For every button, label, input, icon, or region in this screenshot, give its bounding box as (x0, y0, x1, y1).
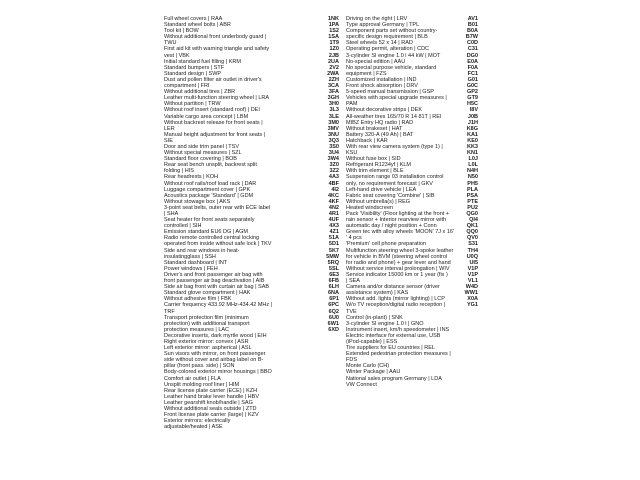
option-description: National sales program Germany | LDA (345, 375, 442, 382)
option-description: Tool kit | BOW (164, 28, 199, 35)
option-description: Refrigerant R1234yf | KLM (345, 162, 411, 169)
option-code: G0C (466, 83, 478, 90)
option-description: Body-colored exterior mirror housings | BBO (164, 369, 272, 376)
option-code: 5SL (328, 265, 339, 272)
option-code: 4R1 (328, 211, 339, 217)
option-description: Rear seat bench unsplit, backrest split (164, 162, 257, 169)
option-description: Seat heater for front seats separately (164, 217, 255, 224)
option-code: I8V (469, 107, 478, 114)
option-code: 6NA (327, 290, 339, 297)
option-description: Without service interval prolongation | WIV (345, 265, 450, 272)
option-description: Without special measures | SZL (164, 150, 242, 157)
option-code: 3MV (327, 125, 339, 132)
option-code: F0A (467, 64, 478, 71)
option-code: 3LE (328, 113, 339, 120)
option-description: assistance system) | KAS (345, 290, 409, 297)
option-code: 3Q3 (328, 137, 339, 144)
option-code: J0B (467, 113, 478, 120)
option-description: Rear license plate carrier (ECE) | KZH (164, 387, 258, 394)
option-code: B7W (465, 34, 478, 41)
option-description: compartment | FRI (164, 83, 210, 90)
option-description: Leather hand brake lever handle | HBV (164, 393, 259, 400)
left-codes (314, 16, 339, 430)
option-code: 3S0 (329, 143, 339, 150)
option-description: Without add. lights (mirror lighting) | LCP (345, 296, 445, 303)
option-description: Driver's and front passenger air bag with (164, 271, 263, 278)
option-description: 'Premium' cell phone preparation (345, 241, 427, 248)
option-description: Comfort air outlet | FLA (164, 375, 221, 382)
option-code: 3CA (327, 83, 339, 90)
option-description: Sun visors with mirror, on front passenger (164, 351, 266, 358)
option-description: Without partition | TRW (164, 101, 221, 108)
option-description: automatic day / night position + Conn (345, 223, 437, 230)
option-description: Component parts set without country- (345, 28, 438, 35)
option-description: Steel wheels 52 x 14 | RAD (345, 40, 413, 47)
option-description: protection) with additional transport (164, 320, 250, 327)
option-code: 3FA (328, 89, 339, 96)
option-description: Acoustics package 'Standard' | GDM (164, 192, 254, 199)
option-description: Heated windscreen (345, 204, 394, 211)
option-code: 4A3 (328, 174, 339, 181)
option-description: Door and side trim panel | TSV (164, 143, 240, 150)
option-description: Vehicles with special upgrade measures | (345, 95, 447, 102)
option-description: KSU (345, 150, 358, 157)
option-description: Side and rear windows in heat- (164, 247, 240, 254)
option-code: 2JB (328, 52, 339, 59)
option-code: N50 (467, 174, 478, 181)
option-code: KA1 (466, 131, 478, 138)
option-description: 3-cylinder SI engine 1.0 l 44 kW | MOT (345, 52, 441, 59)
option-code: 1PA (328, 22, 339, 29)
option-description: VW Connect (345, 381, 377, 388)
option-description: Initial standard fuel filling | KRM (164, 58, 241, 65)
option-code: 4X3 (329, 223, 339, 230)
option-code: 2WA (327, 70, 339, 77)
option-code: C31 (467, 46, 478, 53)
option-description: Electric interface for external use, USB (345, 332, 441, 339)
option-description: only, no requirement forecast | GKV (345, 180, 433, 187)
option-code: V1P (467, 265, 478, 272)
option-code: 2ZH (328, 76, 339, 83)
option-code: 4BF (328, 180, 339, 187)
option-description: side without cover and airbag label on B- (164, 357, 264, 364)
option-description: Without roof insert (standard roof) | DEI (164, 107, 260, 114)
option-code: 6P1 (329, 296, 339, 303)
option-code: 1T9 (329, 40, 339, 47)
option-code: 6U0 (328, 314, 339, 321)
option-description: specific design requirement | BLB (345, 34, 428, 41)
option-code: 2UA (327, 58, 339, 65)
option-description: Operating permit, alteration | CDC (345, 46, 430, 53)
option-description: Unsplit molding roof liner | HIM (164, 381, 240, 388)
left-descriptions (164, 16, 311, 430)
option-description: adjustable/heated | ASE (164, 424, 223, 431)
option-description: 3-point seat belts, outer rear with ECE label (164, 204, 271, 211)
option-description: rain sensor + Interior rearview mirror with (345, 217, 447, 224)
option-description: Power windows | FEH (164, 265, 218, 272)
option-description: PAM (345, 101, 358, 108)
option-description: 5-speed manual transmission | GSP (345, 89, 434, 96)
option-description: First aid kit with warning triangle and safety (164, 46, 270, 53)
option-description: Tire suppliers for EU countries | REL (345, 345, 435, 352)
option-description: With trim element | BLE (345, 168, 404, 175)
option-code: L0L (468, 162, 478, 169)
option-code: W4D (465, 284, 478, 291)
option-code: 4I2 (331, 186, 339, 193)
option-code: QV0 (466, 235, 478, 242)
option-description: Standard design | SWP (164, 70, 222, 77)
option-code: 3M0 (328, 119, 339, 126)
option-description: Manual height adjustment for front seats | (164, 131, 266, 138)
option-description: Without fuse box | SID (345, 156, 401, 163)
option-code: 6W1 (327, 320, 339, 327)
option-code: V1P (467, 271, 478, 278)
option-description: Customized installation | IND (345, 76, 417, 83)
option-description: operated from inside without safe lock | TKV (164, 241, 272, 248)
option-code: 5MW (326, 253, 339, 260)
option-description: Full wheel covers | RAA (164, 16, 223, 22)
option-code: 2V2 (329, 64, 339, 71)
option-description: Camera and/or distance sensor (driver (345, 284, 440, 291)
option-description: Suspension range 03 installation control (345, 174, 444, 181)
option-code: FC1 (467, 70, 478, 77)
option-code: 6LH (328, 284, 339, 291)
option-description: Left exterior mirror: aspherical | ASL (164, 345, 252, 352)
option-code: UI5 (469, 259, 478, 266)
option-description: | SEA (345, 278, 360, 285)
option-description: Instrument insert, km/h speedometer | INS (345, 326, 450, 333)
option-description: TWU (164, 40, 177, 47)
option-code: 5K7 (328, 247, 339, 254)
right-descriptions (346, 16, 454, 430)
option-code: 4UF (328, 217, 339, 224)
option-code: G01 (467, 76, 478, 83)
option-description: ' 4 pcs (345, 235, 362, 242)
option-description: (iPod-capable) | ESS (345, 338, 398, 345)
option-code: N4H (466, 168, 478, 175)
option-description: Dust and pollen filter air outlet in driver's (164, 76, 262, 83)
option-description: Luggage compartment cover | GPK (164, 186, 251, 193)
option-description: Standard glove compartment | HAK (164, 290, 251, 297)
option-description: Decorative inserts, dark myrtle wood | EIH (164, 332, 267, 339)
option-code: 6E3 (329, 271, 339, 278)
option-code: L0J (468, 156, 478, 163)
option-code: H5C (466, 101, 478, 108)
option-code: 1Z0 (329, 46, 339, 53)
option-description: Without decorative strips | DEK (345, 107, 422, 114)
option-code: 5RQ (327, 259, 339, 266)
option-code: E0A (467, 58, 478, 65)
option-description: Extended pedestrian protection measures | (345, 351, 451, 358)
option-code: 5D1 (328, 241, 339, 248)
option-description: Without brakeset | HAT (345, 125, 403, 132)
option-description: Exterior mirrors: electrically (164, 418, 231, 425)
option-description: | SHA (164, 211, 179, 217)
option-description: Standard wheel bolts | ABR (164, 22, 231, 29)
option-code: PH5 (467, 180, 478, 187)
option-code: 1NK (327, 16, 339, 22)
option-description: TVE (345, 308, 357, 315)
option-code: QQ0 (466, 229, 478, 236)
option-description: 3-cylinder SI engine 1.0 l | GNO (345, 320, 424, 327)
option-code: PU2 (467, 204, 478, 211)
option-code: 3GH (327, 95, 339, 102)
option-description: With rear view camera system (type 1) | (345, 143, 443, 150)
option-code: 3H0 (328, 101, 339, 108)
option-code: PTE (467, 198, 478, 205)
option-description: Monte Carlo (CH) (345, 363, 390, 370)
option-description: Driving on the right | LRV (345, 16, 408, 22)
option-code: 3L3 (329, 107, 339, 114)
right-codes (457, 16, 478, 430)
option-description: All-weather tires 165/70 R 14 81T | REI (345, 113, 442, 120)
option-description: Emission standard EU6 DG | AGM (164, 229, 248, 236)
option-code: YG1 (466, 302, 478, 309)
option-description: Radio remote controlled central locking (164, 235, 260, 242)
option-code: 1S2 (329, 28, 339, 35)
option-description: FDS (345, 357, 357, 364)
option-description: Multifunction steering wheel 3-spoke leather (345, 247, 454, 254)
option-code: VL1 (467, 278, 478, 285)
option-description: Side air bag front with curtain air bag | SAB (164, 284, 270, 291)
option-description: protection measures | LAC (164, 326, 230, 333)
option-description: W/o TV reception/digital radio reception | (345, 302, 446, 309)
option-code: 6FB (328, 278, 339, 285)
option-description: Front license plate carrier (large) | KZV (164, 412, 259, 419)
option-code: 3NU (327, 131, 339, 138)
option-code: 4Z1 (329, 229, 339, 236)
option-code: B01 (467, 22, 478, 29)
option-code: 3W4 (327, 156, 339, 163)
option-description: folding | HIS (164, 168, 194, 175)
option-description: insulatingglass | SSH (164, 253, 216, 260)
option-description: MIBZ Entry HQ radio | RAD (345, 119, 414, 126)
option-description: Without additional tires | ZBR (164, 89, 236, 96)
option-code: GT9 (467, 95, 478, 102)
option-code: 6Q2 (328, 308, 339, 315)
option-code: WW1 (464, 290, 478, 297)
option-description: for vehicle in BVM (steering wheel control (345, 253, 448, 260)
option-description: Leather gearshift knob/handle | SAG (164, 399, 253, 406)
option-code: AV1 (467, 16, 478, 22)
option-description: Hatchback | KAR (345, 137, 388, 144)
option-code: GP2 (466, 89, 478, 96)
option-code: 4KF (328, 198, 339, 205)
option-code: 6XD (328, 326, 339, 333)
option-description: Service indicator 15000 km or 1 year (fix ) (345, 271, 448, 278)
option-code: C0D (466, 40, 478, 47)
option-description: Standard floor covering | BOB (164, 156, 237, 163)
option-code: 1SA (328, 34, 339, 41)
option-description: LER (164, 125, 175, 132)
option-description: Standard dashboard | INT (164, 259, 228, 266)
option-description: No-special edition | AAU (345, 58, 406, 65)
option-description: Winter Package | AAU (345, 369, 401, 376)
option-description: Left-hand drive vehicle | LEA (345, 186, 417, 193)
option-description: Standard bumpers | STF (164, 64, 225, 71)
option-description: Without umbrella(s) | REG (345, 198, 411, 205)
option-code: KE0 (467, 137, 478, 144)
option-code: KN1 (466, 150, 478, 157)
option-code: X0A (467, 296, 478, 303)
option-description: Battery 320-A (49 Ah) | BAT (345, 131, 414, 138)
option-code: DG0 (466, 52, 478, 59)
option-description: Front shock absorption | DRV (345, 83, 418, 90)
option-code: 4KC (327, 192, 339, 199)
option-description: Variable cargo area concept | LBM (164, 113, 249, 120)
option-description: Without additional seals outside | ZTD (164, 406, 257, 412)
option-code: 3Z0 (329, 162, 339, 169)
option-code: J1H (467, 119, 478, 126)
option-description: Pack 'Visibility' (Floor lighting at the front + (345, 211, 450, 217)
option-code: 3Z2 (329, 168, 339, 175)
option-description: Leather multi-function steering wheel | LRA (164, 95, 270, 102)
option-description: Transport protection film (minimum (164, 314, 249, 321)
option-code: QK1 (466, 223, 478, 230)
option-code: K8G (466, 125, 478, 132)
option-description: front passenger air bag deactivation | AIB (164, 278, 265, 285)
option-description: controlled | SIH (164, 223, 202, 230)
option-description: No special purpose vehicle, standard (345, 64, 437, 71)
option-code: 51A (328, 235, 339, 242)
option-description: equipment | FZS (345, 70, 387, 77)
option-description: Without stowage box | AKS (164, 198, 231, 205)
option-description: Fabric seat covering 'Combine' | SIB (345, 192, 435, 199)
option-code: U0Q (466, 253, 478, 260)
option-code: S31 (468, 241, 478, 248)
option-description: Without additional front underbody guard | (164, 34, 267, 41)
option-code: PSA (466, 192, 478, 199)
option-description: Carrier frequency 433.92 MHz-434.42 MHz | (164, 302, 273, 309)
option-description: pillar (front pass. side) | SON (164, 363, 235, 370)
option-code: 3U4 (328, 150, 339, 157)
option-description: Right exterior mirror: convex | ASR (164, 338, 249, 345)
option-description: Green tec with alloy wheels 'MOON' 7J x 16' (345, 229, 454, 236)
option-description: Without roof rails/roof load rack | DAR (164, 180, 257, 187)
option-code: TH4 (467, 247, 478, 254)
option-description: Without adhesive film | FBK (164, 296, 232, 303)
option-code: 4N2 (328, 204, 339, 211)
option-description: Type approval Germany | TPL (345, 22, 420, 29)
option-code: PLA (467, 186, 478, 193)
option-code: B0A (466, 28, 478, 35)
option-code: QI4 (469, 217, 478, 224)
option-description: Control (in-plant) | SNK (345, 314, 403, 321)
option-description: Without backrest release for front seats | (164, 119, 263, 126)
option-code: 6PC (328, 302, 339, 309)
option-description: TRF (164, 308, 175, 315)
option-code: QG0 (466, 211, 478, 217)
option-description: for radio and phone) + gear lever and hand (345, 259, 451, 266)
option-description: SIE (164, 137, 173, 144)
option-code: KK3 (466, 143, 478, 150)
option-description: Rear headrests | KOH (164, 174, 219, 181)
option-description: vest | VBK (164, 52, 190, 59)
